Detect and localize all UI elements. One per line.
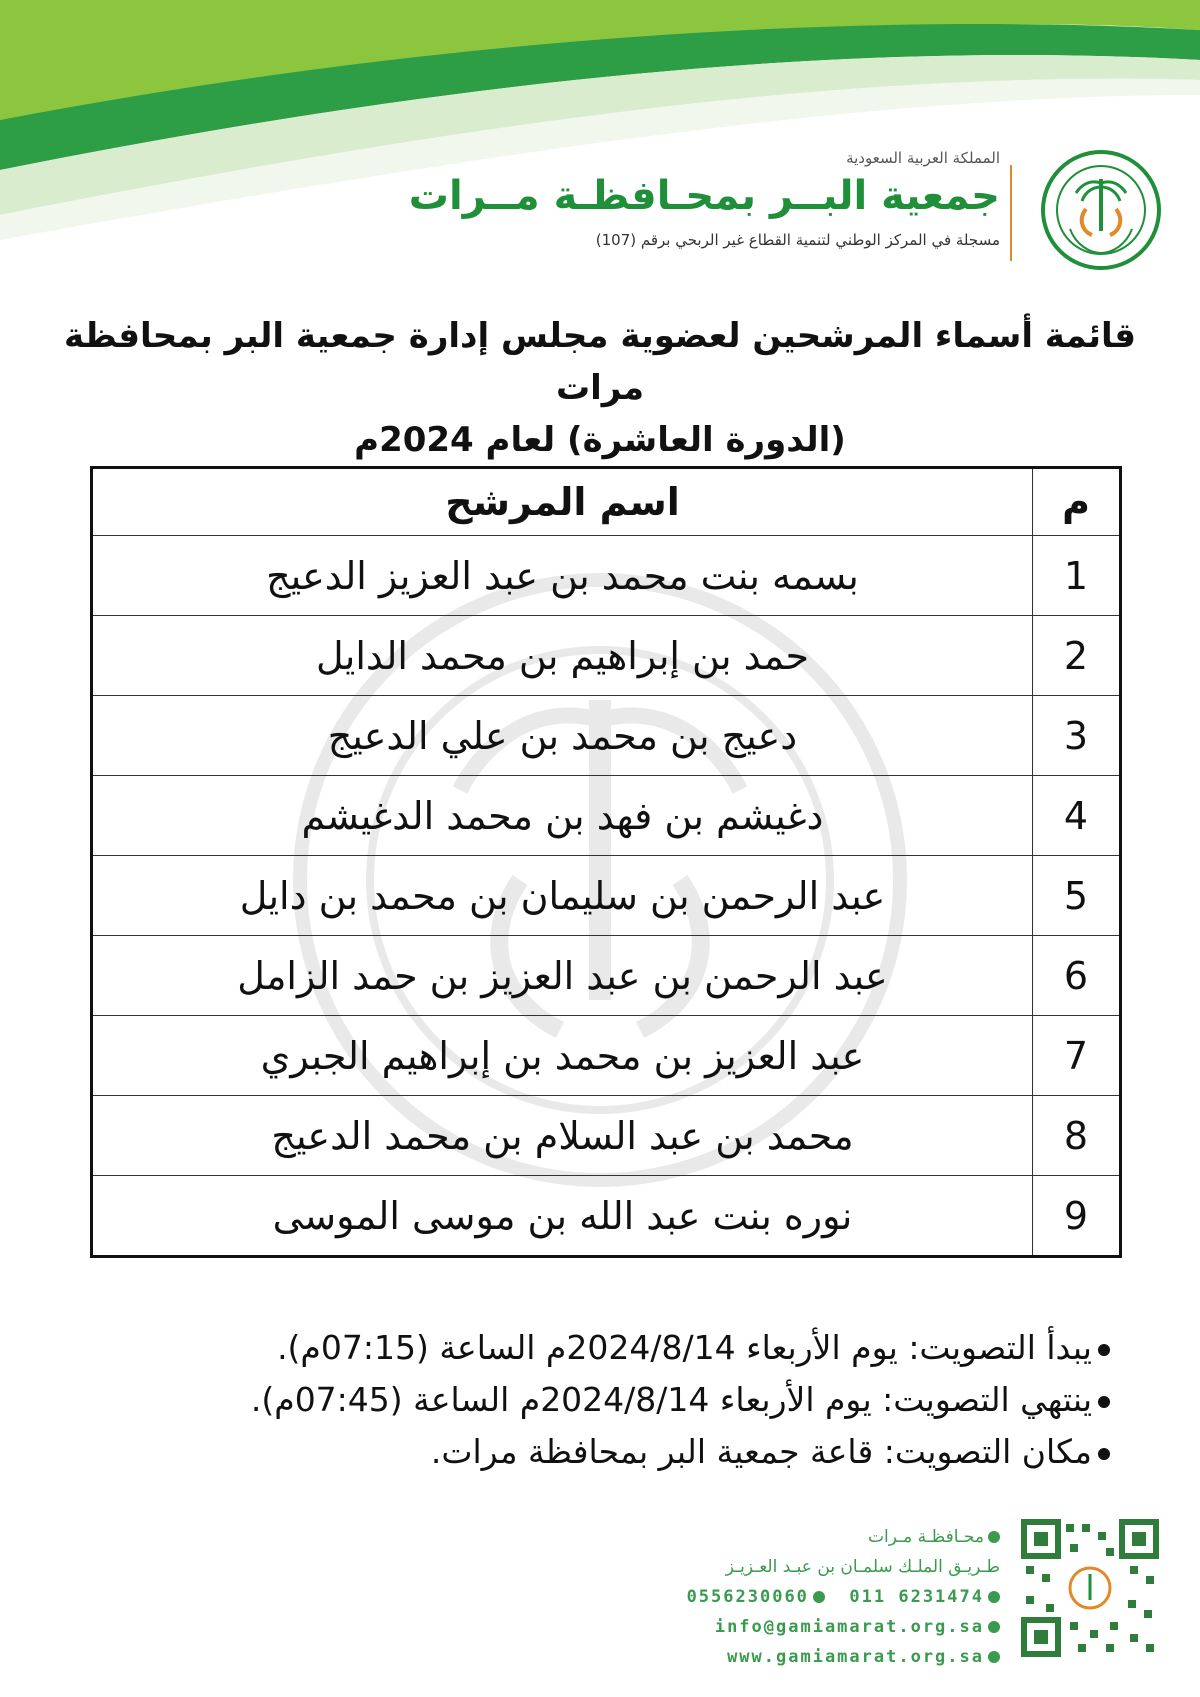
footer-email[interactable]: info@gamiamarat.org.sa	[580, 1612, 1000, 1642]
footer-city: محـافظـة مـرات	[580, 1522, 1000, 1552]
phone-icon	[988, 1591, 1000, 1603]
page-title	[60, 310, 1140, 466]
table-row	[92, 856, 1121, 936]
footer-website[interactable]: www.gamiamarat.org.sa	[580, 1642, 1000, 1672]
email-icon	[988, 1621, 1000, 1633]
title-line-2: (الدورة العاشرة) لعام 2024م	[354, 420, 846, 460]
table-row	[92, 776, 1121, 856]
registration-text: مسجلة في المركز الوطني لتنمية القطاع غير الربحي برقم (107)	[595, 231, 1000, 249]
row-num: 4	[1033, 776, 1121, 856]
country-name: المملكة العربية السعودية	[846, 149, 1000, 167]
note-start: يبدأ التصويت: يوم الأربعاء 2024/8/14م الساعة (07:15م).	[110, 1322, 1110, 1374]
header-divider	[1010, 165, 1012, 261]
col-header-num: م	[1033, 468, 1121, 536]
table-header-row	[92, 468, 1121, 536]
bullet-icon	[1098, 1344, 1110, 1356]
row-name: بسمه بنت محمد بن عبد العزيز الدعيج	[92, 536, 1033, 616]
org-logo	[1040, 149, 1162, 271]
table-row	[92, 696, 1121, 776]
note-location: مكان التصويت: قاعة جمعية البر بمحافظة مرات.	[110, 1426, 1110, 1478]
contact-footer	[580, 1522, 1000, 1672]
row-name: دعيج بن محمد بن علي الدعيج	[92, 696, 1033, 776]
row-num: 8	[1033, 1096, 1121, 1176]
bullet-icon	[1098, 1448, 1110, 1460]
note-end: ينتهي التصويت: يوم الأربعاء 2024/8/14م الساعة (07:45م).	[110, 1374, 1110, 1426]
table-row	[92, 616, 1121, 696]
row-num: 7	[1033, 1016, 1121, 1096]
row-num: 6	[1033, 936, 1121, 1016]
qr-code	[1020, 1518, 1160, 1658]
row-name: دغيشم بن فهد بن محمد الدغيشم	[92, 776, 1033, 856]
location-icon	[988, 1531, 1000, 1543]
row-name: حمد بن إبراهيم بن محمد الدايل	[92, 616, 1033, 696]
org-header	[0, 145, 1200, 275]
table-row	[92, 1016, 1121, 1096]
row-num: 3	[1033, 696, 1121, 776]
footer-road: طـريـق الملـك سلمـان بن عبـد العـزيـز	[725, 1557, 1000, 1577]
org-name: جمعية البــر بمحـافظـة مــرات	[408, 173, 1000, 219]
table-row	[92, 1176, 1121, 1257]
title-line-1: قائمة أسماء المرشحين لعضوية مجلس إدارة جمعية البر بمحافظة مرات	[63, 316, 1137, 408]
mobile-icon	[813, 1591, 825, 1603]
candidates-table	[90, 466, 1122, 1258]
web-icon	[988, 1651, 1000, 1663]
row-name: عبد الرحمن بن سليمان بن محمد بن دايل	[92, 856, 1033, 936]
row-num: 9	[1033, 1176, 1121, 1257]
voting-notes	[110, 1322, 1110, 1478]
bullet-icon	[1098, 1396, 1110, 1408]
row-name: نوره بنت عبد الله بن موسى الموسى	[92, 1176, 1033, 1257]
row-num: 2	[1033, 616, 1121, 696]
row-name: محمد بن عبد السلام بن محمد الدعيج	[92, 1096, 1033, 1176]
row-num: 1	[1033, 536, 1121, 616]
table-row	[92, 536, 1121, 616]
table-row	[92, 1096, 1121, 1176]
row-name: عبد الرحمن بن عبد العزيز بن حمد الزامل	[92, 936, 1033, 1016]
table-row	[92, 936, 1121, 1016]
col-header-name: اسم المرشح	[92, 468, 1033, 536]
row-num: 5	[1033, 856, 1121, 936]
row-name: عبد العزيز بن محمد بن إبراهيم الجبري	[92, 1016, 1033, 1096]
footer-phones: 0556230060 011 6231474	[580, 1582, 1000, 1612]
